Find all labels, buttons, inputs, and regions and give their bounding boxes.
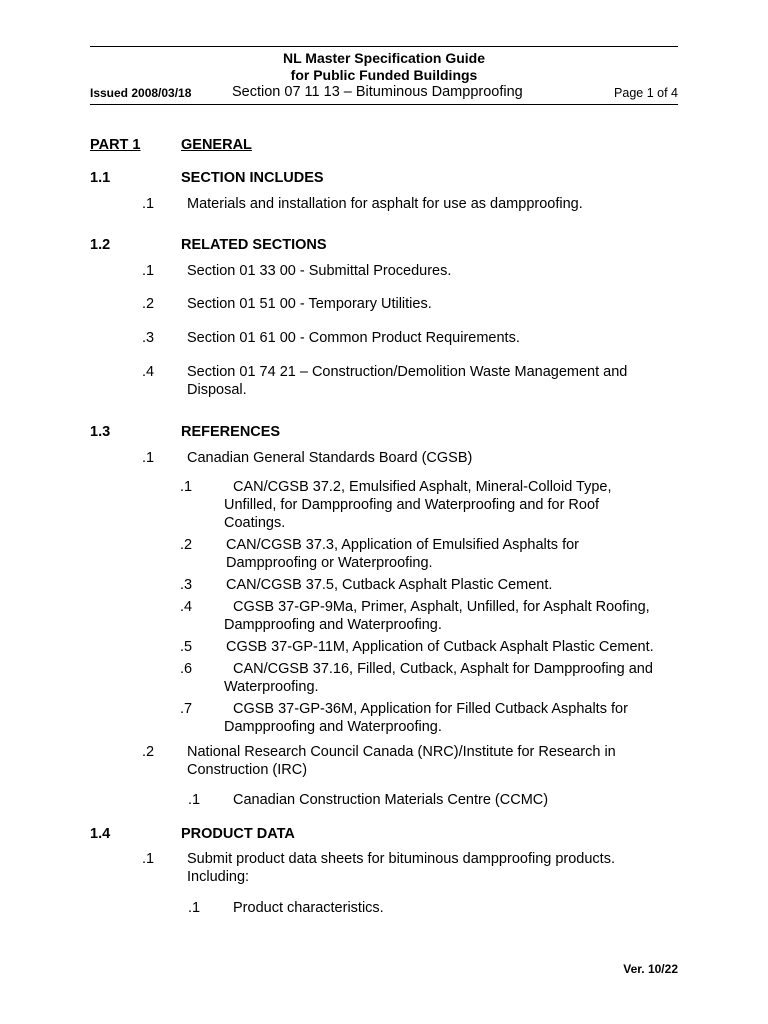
subitem-number: .6 xyxy=(180,661,193,677)
page-number: Page 1 of 4 xyxy=(614,86,678,100)
section-title: Section 07 11 13 – Bituminous Dampproofing xyxy=(232,84,523,100)
subitem-text: Canadian Construction Materials Centre (CCMC) xyxy=(233,792,549,808)
item-text: Canadian General Standards Board (CGSB) xyxy=(187,450,473,466)
subitem-text: CAN/CGSB 37.5, Cutback Asphalt Plastic Cement. xyxy=(226,577,553,593)
subitem-text: CGSB 37-GP-36M, Application for Filled Cutback Asphalts for Dampproofing and Waterproofing. xyxy=(224,701,628,735)
part-number: PART 1 xyxy=(90,137,141,153)
header-top-rule xyxy=(90,46,678,47)
item-text: Section 01 33 00 - Submittal Procedures. xyxy=(187,263,452,279)
subitem-text: Product characteristics. xyxy=(233,900,384,916)
subitem-text: CAN/CGSB 37.2, Emulsified Asphalt, Mineral-Colloid Type, Unfilled, for Dampproofing and Waterproofing and for Roof Coatings. xyxy=(224,479,612,531)
subitem-text: CGSB 37-GP-11M, Application of Cutback Asphalt Plastic Cement. xyxy=(226,639,654,655)
article-number: 1.1 xyxy=(90,170,111,186)
subitem-number: .1 xyxy=(188,792,201,808)
item-text: Section 01 51 00 - Temporary Utilities. xyxy=(187,296,432,312)
item-number: .1 xyxy=(142,263,155,279)
item-text: Section 01 61 00 - Common Product Requirements. xyxy=(187,330,520,346)
subitem-number: .7 xyxy=(180,701,193,717)
item-number: .1 xyxy=(142,851,155,867)
document-title-line2: for Public Funded Buildings xyxy=(290,67,478,83)
header-bottom-rule xyxy=(90,104,678,105)
subitem-text: CAN/CGSB 37.16, Filled, Cutback, Asphalt for Dampproofing and Waterproofing. xyxy=(224,661,653,695)
item-text: Section 01 74 21 – Construction/Demolition Waste Management and Disposal. xyxy=(187,364,628,398)
subitem-text: CAN/CGSB 37.3, Application of Emulsified Asphalts for Dampproofing or Waterproofing. xyxy=(226,537,580,571)
issued-date: Issued 2008/03/18 xyxy=(90,86,192,100)
subitem-number: .2 xyxy=(180,537,193,553)
article-number: 1.3 xyxy=(90,424,111,440)
item-number: .1 xyxy=(142,196,155,212)
article-title: REFERENCES xyxy=(181,424,281,440)
item-text: Submit product data sheets for bituminous dampproofing products. Including: xyxy=(187,851,615,885)
item-number: .2 xyxy=(142,296,155,312)
item-text: National Research Council Canada (NRC)/Institute for Research in Construction (IRC) xyxy=(187,744,616,778)
subitem-number: .5 xyxy=(180,639,193,655)
article-title: RELATED SECTIONS xyxy=(181,237,327,253)
subitem-number: .1 xyxy=(180,479,193,495)
subitem-number: .3 xyxy=(180,577,193,593)
article-title: SECTION INCLUDES xyxy=(181,170,324,186)
subitem-number: .4 xyxy=(180,599,193,615)
article-title: PRODUCT DATA xyxy=(181,826,295,842)
part-title: GENERAL xyxy=(181,137,252,153)
subitem-text: CGSB 37-GP-9Ma, Primer, Asphalt, Unfilled, for Asphalt Roofing, Dampproofing and Waterproofing. xyxy=(224,599,650,633)
item-number: .2 xyxy=(142,744,155,760)
subitem-number: .1 xyxy=(188,900,201,916)
item-number: .3 xyxy=(142,330,155,346)
article-number: 1.4 xyxy=(90,826,111,842)
version-label: Ver. 10/22 xyxy=(623,962,678,976)
document-title-line1: NL Master Specification Guide xyxy=(282,50,485,66)
item-text: Materials and installation for asphalt for use as dampproofing. xyxy=(187,196,583,212)
article-number: 1.2 xyxy=(90,237,111,253)
item-number: .1 xyxy=(142,450,155,466)
item-number: .4 xyxy=(142,364,155,380)
